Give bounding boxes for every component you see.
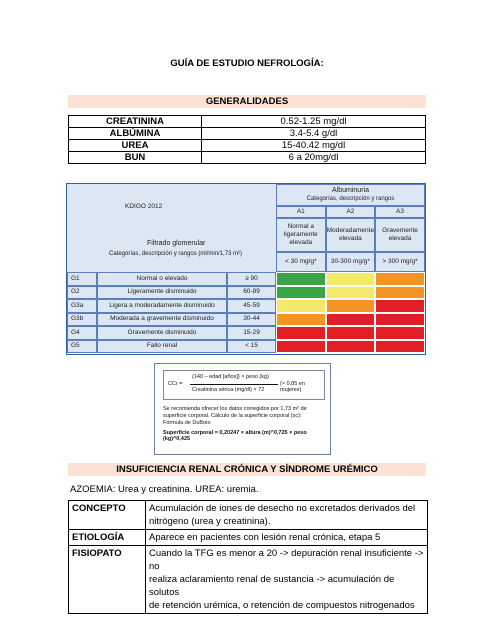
concept-text-line: Cuando la TFG es menor a 20 -> depuración renal insuficiente -> no (149, 548, 424, 572)
gfr-description: Gravemente disminuido (97, 326, 227, 340)
gfr-range: 30-44 (227, 313, 276, 327)
formula-note-2: superficie corporal. Cálculo de la superficie corporal (sc): (163, 413, 302, 419)
risk-cell-green (276, 286, 326, 300)
kdigo-header-left (67, 184, 276, 272)
concept-value (146, 530, 428, 546)
gfr-range: 15-29 (227, 326, 276, 340)
risk-cell-yellow (326, 286, 376, 300)
concept-key: FISIOPATO (69, 546, 146, 614)
risk-cell-red (375, 326, 425, 340)
concept-key: CONCEPTO (69, 501, 146, 530)
gfr-range: 60-89 (227, 286, 276, 300)
concept-row (69, 546, 428, 614)
albuminuria-description: Normal a ligeramente elevada (276, 218, 326, 252)
risk-cell-yellow (276, 299, 326, 313)
gfr-category: G3b (67, 313, 97, 327)
formula-note-3: Fórmula de DuBois: (163, 420, 212, 426)
lab-row (69, 152, 426, 164)
risk-cell-orange (326, 299, 376, 313)
albuminuria-header (276, 184, 425, 206)
lab-row (69, 140, 426, 152)
risk-cell-red (375, 340, 425, 354)
concept-key: ETIOLOGÍA (69, 530, 146, 546)
albuminuria-title: Albuminuria (332, 187, 369, 194)
document-title: GUÍA DE ESTUDIO NEFROLOGÍA: (170, 58, 324, 69)
albuminuria-description: Gravemente elevada (375, 218, 425, 252)
gfr-description: Ligera a moderadamente disminuido (97, 299, 227, 313)
gfr-category: G2 (67, 286, 97, 300)
fg-title: Filtrado glomerular (147, 240, 206, 247)
lab-name: UREA (69, 140, 202, 152)
risk-cell-yellow (326, 272, 376, 286)
concept-text-line: realiza aclaramiento renal de sustancia -> acumulación de solutos (149, 574, 395, 598)
risk-cell-red (276, 326, 326, 340)
albuminuria-category: A3 (375, 206, 425, 218)
albuminuria-category: A2 (326, 206, 376, 218)
section-heading-irc: INSUFICIENCIA RENAL CRÓNICA Y SÍNDROME URÉMICO (68, 463, 426, 476)
lab-values-table (68, 115, 426, 164)
risk-cell-red (326, 340, 376, 354)
gfr-category: G5 (67, 340, 97, 354)
albuminuria-subtitle: Categorías, descripción y rangos (306, 196, 395, 202)
lab-range: 6 a 20mg/dl (202, 152, 426, 164)
gfr-description: Normal o elevado (97, 272, 227, 286)
gfr-category: G1 (67, 272, 97, 286)
gfr-description: Fallo renal (97, 340, 227, 354)
concept-row (69, 501, 428, 530)
gfr-category: G3a (67, 299, 97, 313)
formula-note-4: Superficie corporal = 0,20247 × altura (m)^0,725 × peso (kg)^0,425 (163, 430, 307, 442)
formula-denominator: Creatinina sérica (mg/dl) × 72 (192, 387, 265, 393)
gfr-range: < 15 (227, 340, 276, 354)
kdigo-title: KDIGO 2012 (125, 203, 163, 210)
albuminuria-description: Moderadamente elevada (326, 218, 376, 252)
albuminuria-category: A1 (276, 206, 326, 218)
concepts-table (68, 500, 428, 614)
fg-subtitle: Categorías, descripción y rangos (ml/min/1,73 m²) (109, 251, 243, 257)
risk-cell-orange (276, 313, 326, 327)
risk-cell-green (276, 272, 326, 286)
lab-name: ALBÚMINA (69, 128, 202, 140)
concept-row (69, 530, 428, 546)
formula-frame (163, 370, 325, 400)
cockcroft-gault-formula-box (154, 363, 331, 455)
risk-cell-red (326, 313, 376, 327)
concept-text-line: de retención urémica, o retención de compuestos nitrogenados (149, 600, 415, 611)
gfr-category: G4 (67, 326, 97, 340)
concept-text-line: Aparece en pacientes con lesión renal crónica, etapa 5 (149, 532, 381, 543)
concept-value (146, 546, 428, 614)
formula-numerator: (140 – edad [años]) × peso (kg) (192, 374, 269, 380)
formula-note-1: Se recomienda ofrecer los datos corregidos por 1,73 m² de (163, 406, 307, 412)
risk-cell-red (326, 326, 376, 340)
lab-range: 0.52-1.25 mg/dl (202, 116, 426, 128)
concept-value (146, 501, 428, 530)
kdigo-figure (66, 183, 426, 355)
albuminuria-range: < 30 mg/g* (276, 252, 326, 272)
concept-text-line: nitrógeno (urea y creatinina). (149, 516, 271, 527)
gfr-description: Ligeramente disminuido (97, 286, 227, 300)
risk-cell-orange (375, 272, 425, 286)
risk-cell-red (375, 299, 425, 313)
albuminuria-range: > 300 mg/g* (375, 252, 425, 272)
ccr-lhs: CCr = (168, 381, 183, 387)
risk-cell-red (375, 313, 425, 327)
lab-range: 3.4-5.4 g/dl (202, 128, 426, 140)
azoemia-line: AZOEMIA: Urea y creatinina. UREA: uremia. (70, 484, 259, 495)
concept-text-line: Acumulación de iones de desecho no excretados derivados del (149, 503, 416, 514)
gfr-description: Moderada a gravemente disminuido (97, 313, 227, 327)
lab-row (69, 128, 426, 140)
formula-female-factor: (× 0,85 en mujeres) (280, 381, 305, 393)
lab-row (69, 116, 426, 128)
albuminuria-range: 30-300 mg/g* (326, 252, 376, 272)
lab-name: BUN (69, 152, 202, 164)
risk-cell-red (276, 340, 326, 354)
section-heading-generalidades: GENERALIDADES (68, 95, 426, 108)
risk-cell-orange (375, 286, 425, 300)
gfr-range: ≥ 90 (227, 272, 276, 286)
gfr-range: 45-59 (227, 299, 276, 313)
lab-range: 15-40.42 mg/dl (202, 140, 426, 152)
lab-name: CREATININA (69, 116, 202, 128)
